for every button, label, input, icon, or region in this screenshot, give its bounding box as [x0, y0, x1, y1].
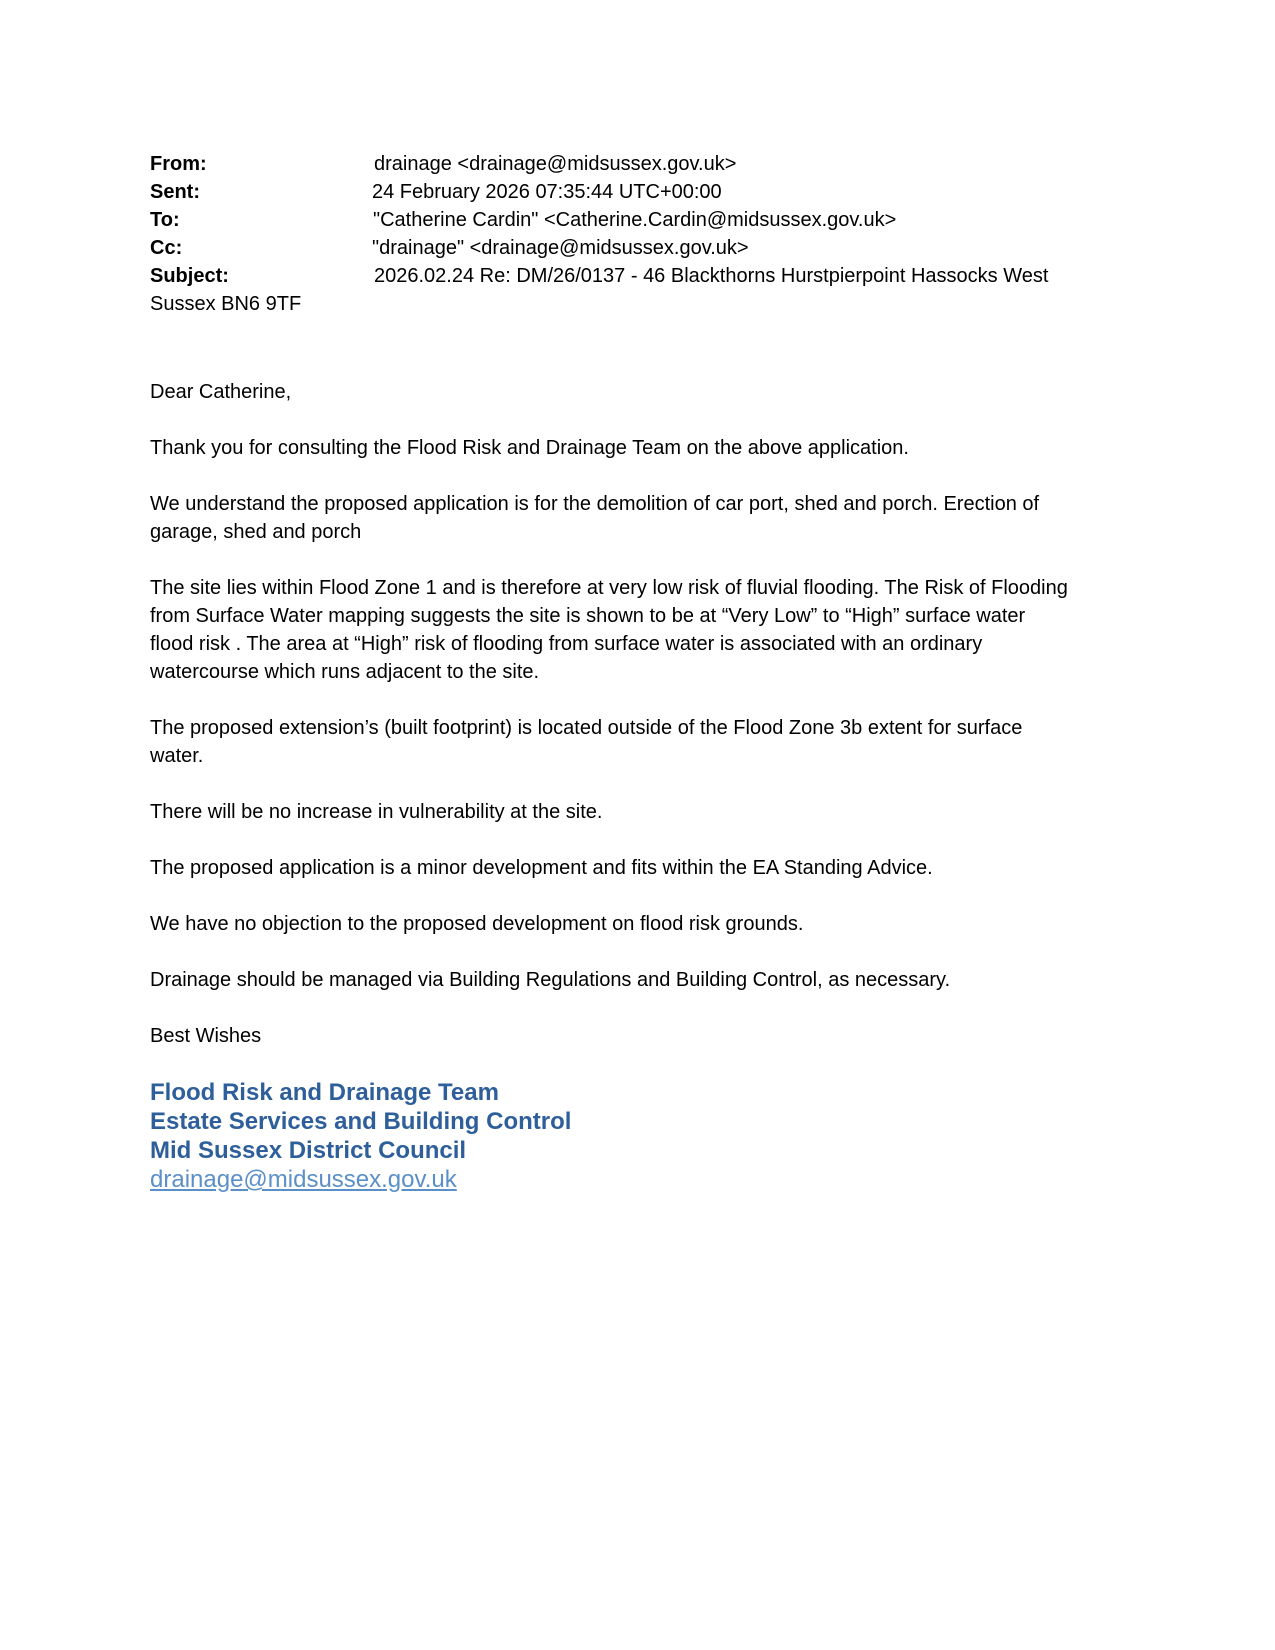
sent-label: Sent:: [150, 181, 200, 203]
paragraph-line: flood risk . The area at “High” risk of flooding from surface water is associated with an ordinary: [150, 633, 983, 655]
to-label: To:: [150, 209, 180, 231]
paragraph-line: watercourse which runs adjacent to the site.: [150, 661, 540, 683]
paragraph-line: The site lies within Flood Zone 1 and is therefore at very low risk of fluvial flooding. The Risk of Flooding: [150, 577, 1068, 599]
cc-row: [150, 234, 1140, 262]
paragraph-standing-advice: The proposed application is a minor development and fits within the EA Standing Advice.: [150, 857, 933, 879]
to-row: [150, 206, 1140, 234]
paragraph-vulnerability: There will be no increase in vulnerability at the site.: [150, 801, 603, 823]
email-signature: [150, 1078, 1140, 1194]
paragraph-drainage: Drainage should be managed via Building Regulations and Building Control, as necessary.: [150, 969, 951, 991]
paragraph-flood-zone: [150, 574, 1140, 686]
from-row: [150, 150, 1140, 178]
closing: Best Wishes: [150, 1025, 262, 1047]
from-label: From:: [150, 153, 207, 175]
paragraph-line: The proposed extension’s (built footprint) is located outside of the Flood Zone 3b extent for surface: [150, 717, 1023, 739]
paragraph-extension: [150, 714, 1140, 770]
sent-value: 24 February 2026 07:35:44 UTC+00:00: [372, 181, 722, 203]
paragraph-application: [150, 490, 1140, 546]
greeting: Dear Catherine,: [150, 381, 292, 403]
subject-label: Subject:: [150, 265, 229, 287]
paragraph-thanks: Thank you for consulting the Flood Risk and Drainage Team on the above application.: [150, 437, 909, 459]
email-printout: [150, 150, 1140, 1194]
signature-email-link[interactable]: drainage@midsussex.gov.uk: [150, 1166, 457, 1193]
subject-value: 2026.02.24 Re: DM/26/0137 - 46 Blackthorns Hurstpierpoint Hassocks West: [374, 265, 1049, 287]
to-value: "Catherine Cardin" <Catherine.Cardin@midsussex.gov.uk>: [373, 209, 897, 231]
email-header: [150, 150, 1140, 318]
signature-council: Mid Sussex District Council: [150, 1137, 467, 1164]
subject-continuation: Sussex BN6 9TF: [150, 293, 302, 315]
subject-row: [150, 262, 1140, 290]
paragraph-line: water.: [150, 745, 204, 767]
sent-row: [150, 178, 1140, 206]
paragraph-line: We understand the proposed application is for the demolition of car port, shed and porch. Erection of: [150, 493, 1040, 515]
paragraph-line: from Surface Water mapping suggests the site is shown to be at “Very Low” to “High” surface water: [150, 605, 1026, 627]
cc-label: Cc:: [150, 237, 183, 259]
paragraph-line: garage, shed and porch: [150, 521, 362, 543]
signature-team: Flood Risk and Drainage Team: [150, 1079, 499, 1106]
email-body: [150, 378, 1140, 1050]
cc-value: "drainage" <drainage@midsussex.gov.uk>: [372, 237, 749, 259]
from-value: drainage <drainage@midsussex.gov.uk>: [374, 153, 737, 175]
paragraph-no-objection: We have no objection to the proposed development on flood risk grounds.: [150, 913, 804, 935]
signature-department: Estate Services and Building Control: [150, 1108, 572, 1135]
